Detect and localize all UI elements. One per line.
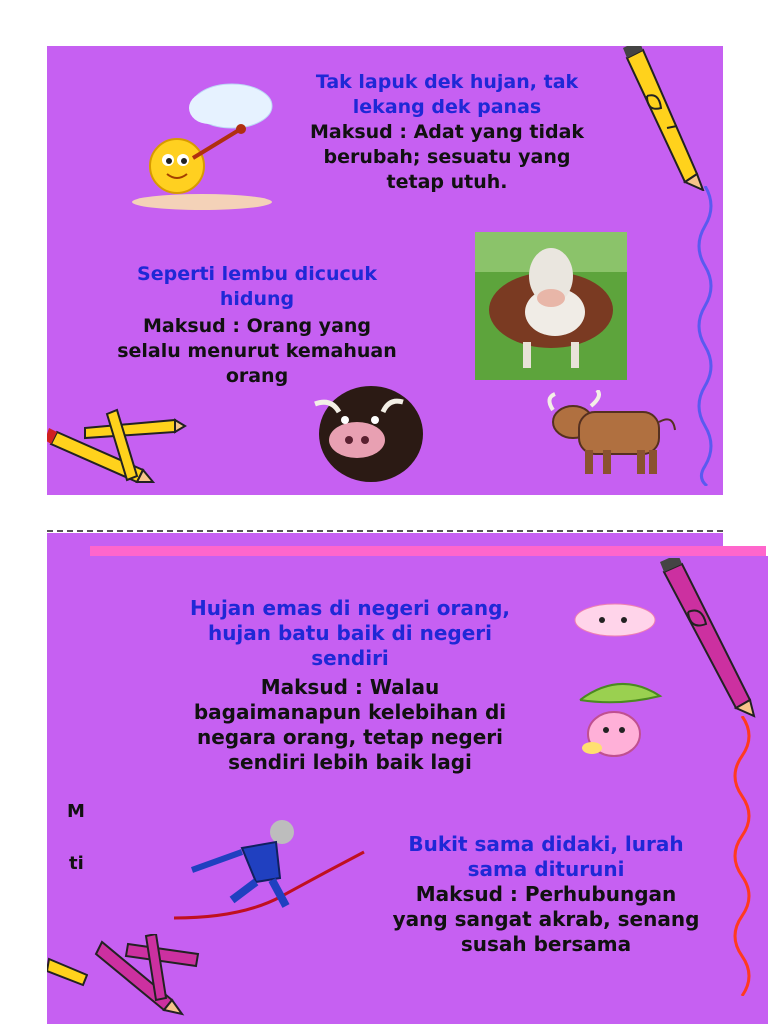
cloud-icon [572, 596, 658, 640]
ox-icon [541, 390, 681, 480]
cow-photo [475, 232, 627, 380]
crayon-icon [617, 46, 707, 191]
idiom-1-meaning: Maksud : Adat yang tidak berubah; sesuatu yang tetap utuh. [309, 121, 585, 193]
page-separator [47, 530, 723, 532]
squiggle-decoration [722, 716, 762, 996]
bear-umbrella-icon [572, 676, 668, 760]
slide-2 [88, 556, 768, 1024]
idiom-2-title: Seperti lembu dicucuk hidung [137, 263, 377, 310]
slide-1 [47, 46, 723, 495]
behind-text-fragment: M [67, 801, 85, 822]
idiom-4-title: Bukit sama didaki, lurah sama dituruni [408, 832, 684, 881]
behind-text-fragment: ti [69, 853, 84, 874]
crayons-icon [88, 934, 208, 1020]
crayons-icon [47, 406, 187, 496]
idiom-3-meaning: Maksud : Walau bagaimanapun kelebihan di negara orang, tetap negeri sendiri lebih baik lagi [193, 675, 507, 774]
squiggle-decoration [687, 186, 723, 486]
idiom-4-meaning: Maksud : Perhubungan yang sangat akrab, senang susah bersama [392, 882, 700, 956]
running-businessman-icon [172, 818, 372, 928]
bull-icon [309, 368, 429, 486]
idiom-2-meaning: Maksud : Orang yang selalu menurut kemahuan orang [117, 315, 397, 387]
idiom-3-title: Hujan emas di negeri orang, hujan batu baik di negeri sendiri [189, 596, 511, 670]
idiom-1-title: Tak lapuk dek hujan, tak lekang dek panas [315, 71, 579, 118]
crayon-icon [47, 953, 91, 993]
crayon-icon [658, 558, 758, 718]
sun-painter-icon [127, 78, 277, 213]
